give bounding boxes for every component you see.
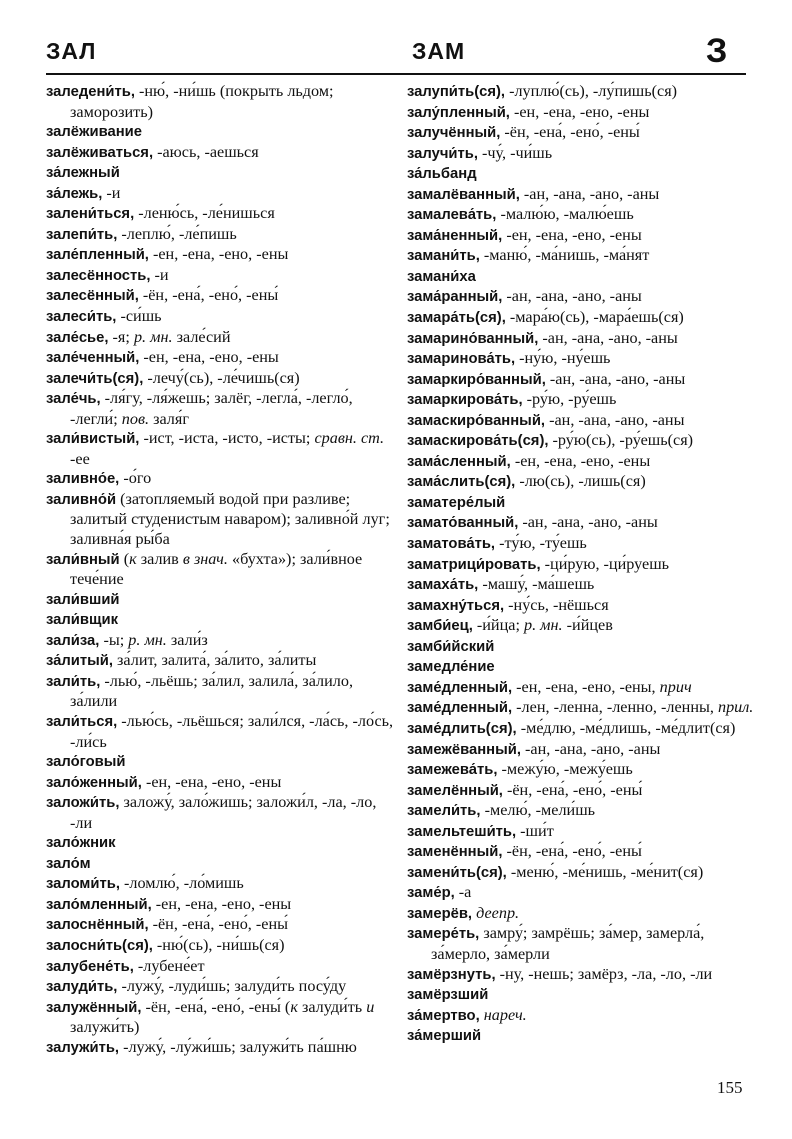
entry-text: -ен, -ена, -ено, -ены	[148, 245, 289, 264]
entry-headword: заменённый,	[407, 844, 503, 861]
entry-text: залужи́ть)	[70, 1018, 140, 1037]
entry-headword: заматрици́ровать,	[407, 556, 541, 573]
entry-text: -ню́(сь), -ни́шь(ся)	[152, 935, 285, 954]
entry-headword: замахну́ться,	[407, 597, 505, 614]
dictionary-entry	[46, 348, 396, 369]
dictionary-entry	[407, 185, 757, 206]
left-column	[46, 82, 396, 1058]
entry-text: -ён, -ена́, -ено́, -ены́	[148, 915, 288, 934]
entry-text: -ту́ю, -ту́ешь	[495, 534, 587, 553]
entry-headword: замани́ха	[407, 268, 476, 285]
entry-label: к	[290, 997, 298, 1016]
entry-headword: залёживаться,	[46, 144, 154, 161]
entry-headword: зама́ненный,	[407, 227, 503, 244]
entry-label: прич	[659, 677, 692, 696]
entry-headword: заме́дленный,	[407, 700, 513, 717]
entry-text: -ну, -нешь; замёрз, -ла, -ло, -ли	[495, 964, 713, 983]
entry-headword: заложи́ть,	[46, 795, 120, 812]
entry-text: -леплю́, -ле́пишь	[117, 224, 237, 243]
dictionary-entry	[46, 163, 396, 184]
entry-text: -аюсь, -аешься	[153, 142, 259, 161]
dictionary-entry	[46, 328, 396, 349]
entry-headword: залубене́ть,	[46, 958, 134, 975]
entry-headword: замежева́ть,	[407, 762, 498, 779]
entry-text: -меню́, -ме́нишь, -ме́нит(ся)	[506, 862, 704, 881]
entry-text: -ен, -ена, -ено, -ены	[502, 225, 642, 244]
dictionary-entry	[407, 985, 757, 1006]
dictionary-entry	[407, 575, 757, 596]
entry-headword: залужённый,	[46, 999, 142, 1016]
dictionary-entry	[46, 307, 396, 328]
entry-headword: замара́ть(ся),	[407, 310, 506, 327]
dictionary-entry	[46, 712, 396, 752]
dictionary-entry	[407, 329, 757, 350]
entry-text: -и́йцев	[562, 616, 613, 635]
entry-text: зале́сий	[172, 327, 231, 346]
dictionary-entry	[46, 429, 396, 469]
dictionary-entry	[407, 616, 757, 637]
dictionary-entry	[407, 637, 757, 658]
dictionary-entry	[46, 82, 396, 122]
entry-text: -ее	[70, 449, 90, 468]
entry-headword: замби́йский	[407, 638, 495, 655]
entry-text: -мелю́, -мели́шь	[480, 801, 596, 820]
dictionary-entry	[407, 555, 757, 576]
entry-label: к	[129, 549, 137, 568]
entry-headword: замере́ть,	[407, 926, 480, 943]
entry-text: -я;	[108, 327, 134, 346]
entry-text: -ру́ю, -ру́ешь	[522, 390, 617, 409]
entry-headword: зали́вистый,	[46, 431, 140, 448]
entry-headword: залеси́ть,	[46, 309, 117, 326]
entry-text: -ен, -ена, -ено, -ены	[509, 102, 650, 121]
entry-headword: за́льбанд	[407, 166, 477, 183]
entry-headword: за́мертво,	[407, 1007, 480, 1024]
entry-text: -ан, -ана, -ано, -аны	[519, 184, 660, 203]
dictionary-entry	[46, 773, 396, 794]
entry-headword: залепи́ть,	[46, 226, 118, 243]
entry-text: -ан, -ана, -ано, -аны	[538, 328, 678, 347]
dictionary-entry	[407, 883, 757, 904]
entry-text: -лю(сь), -лишь(ся)	[515, 472, 646, 491]
entry-headword: залесённый,	[46, 288, 139, 305]
entry-text: -ши́т	[516, 821, 554, 840]
entry-text: замру́; замрёшь; за́мер, замерла́, за́мерло, за́мерли	[431, 924, 705, 963]
entry-headword: замени́ть(ся),	[407, 864, 507, 881]
dictionary-entry	[407, 226, 757, 247]
entry-text: за́лит, залита́, за́лито, за́литы	[112, 651, 317, 670]
section-letter: З	[706, 32, 728, 70]
entry-text: -лью́, -льёшь; за́лил, залила́, за́лило, за́лили	[70, 671, 353, 711]
dictionary-entry	[407, 205, 757, 226]
dictionary-entry	[46, 490, 396, 550]
dictionary-entry	[407, 103, 757, 124]
dictionary-entry	[46, 631, 396, 652]
entry-headword: замаскирова́ть(ся),	[407, 433, 549, 450]
entry-text: -и	[102, 183, 121, 202]
entry-label: в знач.	[182, 549, 228, 568]
entry-label: пов.	[121, 409, 150, 428]
entry-label: р. мн.	[133, 327, 173, 346]
entry-headword: зало́женный,	[46, 774, 142, 791]
dictionary-entry	[46, 793, 396, 833]
entry-label: нареч.	[483, 1005, 527, 1024]
dictionary-entry	[407, 246, 757, 267]
entry-text: залуди́ть	[297, 997, 367, 1016]
header-rule	[46, 73, 746, 75]
dictionary-entry	[407, 719, 757, 740]
dictionary-entry	[46, 998, 396, 1038]
entry-headword: заматова́ть,	[407, 536, 496, 553]
dictionary-entry	[407, 534, 757, 555]
dictionary-entry	[46, 245, 396, 266]
entry-text: -лужу́, -луди́шь; залуди́ть посу́ду	[117, 977, 347, 996]
entry-headword: замели́ть,	[407, 803, 481, 820]
entry-headword: заливно́й	[46, 491, 117, 508]
entry-headword: за́литый,	[46, 653, 113, 670]
dictionary-entry	[46, 184, 396, 205]
dictionary-entry	[407, 493, 757, 514]
entry-headword: заломи́ть,	[46, 876, 120, 893]
dictionary-entry	[46, 833, 396, 854]
entry-text: -лужу́, -лу́жи́шь; залужи́ть па́шню	[119, 1037, 357, 1056]
dictionary-entry	[46, 915, 396, 936]
dictionary-entry	[46, 752, 396, 773]
entry-headword: залёживание	[46, 124, 142, 141]
dictionary-entry	[407, 863, 757, 884]
entry-headword: залосни́ть(ся),	[46, 937, 153, 954]
dictionary-entry	[407, 924, 757, 964]
entry-text: -ист, -иста, -исто, -исты;	[139, 429, 315, 448]
entry-text: -ля́гу, -ля́жешь; залёг, -легла́, -легло́, -легли́;	[70, 389, 353, 428]
dictionary-entry	[46, 977, 396, 998]
dictionary-entry	[46, 204, 396, 225]
entry-headword: заледени́ть,	[46, 84, 135, 100]
dictionary-entry	[407, 144, 757, 165]
entry-headword: замарино́ванный,	[407, 330, 539, 347]
entry-text: -межу́ю, -межу́ешь	[497, 760, 633, 779]
entry-headword: замелённый,	[407, 782, 503, 799]
entry-headword: зале́ченный,	[46, 350, 140, 367]
entry-headword: замалева́ть,	[407, 207, 497, 224]
entry-text: -машу́, -ма́шешь	[478, 575, 595, 594]
dictionary-entry	[407, 411, 757, 432]
right-column	[407, 82, 757, 1047]
dictionary-entry	[407, 267, 757, 288]
entry-text: -ы;	[99, 630, 129, 649]
dictionary-entry	[407, 657, 757, 678]
dictionary-entry	[46, 389, 396, 429]
entry-text: (затопляемый водой при разливе; залитый студенистым наваром); заливно́й луг; заливна́я ры́ба	[70, 489, 390, 549]
dictionary-entry	[46, 854, 396, 875]
entry-headword: замаринова́ть,	[407, 351, 516, 368]
entry-headword: зали́вный	[46, 551, 120, 568]
dictionary-entry	[407, 801, 757, 822]
entry-text: -и	[150, 265, 169, 284]
dictionary-entry	[407, 472, 757, 493]
dictionary-entry	[46, 936, 396, 957]
entry-text: -луплю́(сь), -лу́пишь(ся)	[505, 82, 678, 100]
entry-text: -си́шь	[116, 307, 162, 326]
dictionary-entry	[46, 651, 396, 672]
entry-text: -лубене́ет	[133, 956, 205, 975]
dictionary-entry	[46, 895, 396, 916]
entry-headword: зали́вщик	[46, 612, 118, 629]
entry-headword: заматере́лый	[407, 494, 506, 511]
dictionary-entry	[407, 822, 757, 843]
entry-text: -леню́сь, -ле́нишься	[134, 204, 275, 223]
dictionary-entry	[407, 1026, 757, 1047]
dictionary-entry	[407, 390, 757, 411]
dictionary-entry	[407, 842, 757, 863]
entry-headword: зале́чь,	[46, 391, 101, 408]
dictionary-entry	[46, 266, 396, 287]
entry-text: -ён, -ена́, -ено́, -ены́ (	[141, 997, 291, 1016]
entry-headword: залени́ться,	[46, 206, 135, 223]
dictionary-entry	[46, 590, 396, 611]
entry-headword: замаркиро́ванный,	[407, 371, 546, 388]
running-head-left: ЗАЛ	[46, 38, 97, 64]
entry-text: -ме́длю, -ме́длишь, -ме́длит(ся)	[516, 718, 736, 737]
dictionary-entry	[46, 610, 396, 631]
entry-headword: зама́сленный,	[407, 453, 511, 470]
dictionary-entry	[46, 122, 396, 143]
entry-text: -ен, -ена, -ено, -ены	[151, 894, 292, 913]
dictionary-entry	[407, 349, 757, 370]
entry-headword: замерёв,	[407, 905, 473, 922]
entry-headword: залужи́ть,	[46, 1039, 120, 1056]
entry-label: р. мн.	[523, 616, 563, 635]
entry-headword: замаркирова́ть,	[407, 392, 523, 409]
entry-headword: зали́вший	[46, 591, 120, 608]
entry-text: заля́г	[149, 409, 189, 428]
dictionary-entry	[407, 123, 757, 144]
entry-text: «бухта»); зали́вное тече́ние	[70, 549, 363, 589]
entry-text: -ци́рую, -ци́руешь	[540, 554, 670, 573]
entry-headword: залу́пленный,	[407, 104, 510, 121]
entry-headword: замаскиро́ванный,	[407, 412, 546, 429]
entry-text: -ен, -ена, -ено, -ены,	[512, 677, 660, 696]
dictionary-entry	[407, 781, 757, 802]
entry-text: -ню́, -ни́шь (покрыть льдом; заморозить)	[70, 82, 334, 121]
entry-headword: зали́ть,	[46, 673, 101, 690]
entry-label: сравн. ст.	[314, 429, 385, 448]
entry-headword: зали́ться,	[46, 713, 118, 730]
entry-headword: зама́ранный,	[407, 289, 503, 306]
entry-headword: зама́слить(ся),	[407, 474, 516, 491]
entry-headword: заме́р,	[407, 885, 455, 902]
entry-headword: залоснённый,	[46, 917, 149, 934]
entry-headword: залуди́ть,	[46, 979, 118, 996]
entry-headword: зало́мленный,	[46, 896, 152, 913]
entry-headword: залечи́ть(ся),	[46, 370, 144, 387]
entry-headword: залупи́ть(ся),	[407, 84, 506, 100]
entry-text: -ён, -ена́, -ено́, -ены́	[502, 780, 643, 799]
entry-headword: замани́ть,	[407, 248, 480, 265]
entry-headword: зало́м	[46, 855, 91, 872]
entry-text: -лечу́(сь), -ле́чишь(ся)	[143, 368, 300, 387]
entry-headword: замежёванный,	[407, 741, 521, 758]
entry-label: р. мн.	[128, 630, 167, 649]
entry-headword: заме́дленный,	[407, 679, 513, 696]
entry-headword: замельтеши́ть,	[407, 823, 517, 840]
entry-text: -ан, -ана, -ано, -аны	[545, 369, 686, 388]
dictionary-entry	[407, 452, 757, 473]
dictionary-entry	[407, 678, 757, 699]
dictionary-entry	[46, 286, 396, 307]
entry-text: заложу́, зало́жишь; заложи́л, -ла, -ло, -ли	[70, 793, 377, 832]
dictionary-entry	[407, 965, 757, 986]
entry-headword: зале́пленный,	[46, 247, 149, 264]
entry-headword: за́мерший	[407, 1028, 482, 1045]
dictionary-entry	[407, 596, 757, 617]
dictionary-entry	[407, 760, 757, 781]
running-head-right: ЗАМ	[412, 38, 466, 64]
entry-headword: залучи́ть,	[407, 145, 478, 162]
dictionary-entry	[46, 1038, 396, 1059]
entry-text: -малю́ю, -малю́ешь	[496, 205, 634, 224]
entry-text: -ён, -ена́, -ено́, -ены́	[502, 842, 642, 861]
dictionary-entry	[407, 904, 757, 925]
dictionary-entry	[46, 957, 396, 978]
entry-text: -ан, -ана, -ано, -аны	[520, 739, 661, 758]
dictionary-entry	[407, 370, 757, 391]
entry-headword: замёрзший	[407, 987, 489, 1004]
entry-text: -ломлю́, -ло́мишь	[119, 874, 244, 893]
entry-headword: заме́длить(ся),	[407, 720, 517, 737]
entry-text: -лью́сь, -льёшься; зали́лся, -ла́сь, -ло́сь, -ли́сь	[70, 711, 394, 751]
dictionary-entry	[407, 308, 757, 329]
entry-text: -мара́ю(сь), -мара́ешь(ся)	[505, 308, 684, 327]
entry-headword: зало́говый	[46, 754, 126, 771]
entry-text: -и́йца;	[472, 616, 524, 635]
entry-text: -о́го	[119, 469, 152, 488]
dictionary-entry	[407, 431, 757, 452]
dictionary-entry	[46, 550, 396, 590]
entry-text: -ру́ю(сь), -ру́ешь(ся)	[548, 431, 694, 450]
entry-label: прил.	[717, 698, 754, 717]
entry-headword: зало́жник	[46, 835, 116, 852]
dictionary-entry	[46, 225, 396, 246]
dictionary-entry	[46, 672, 396, 712]
dictionary-entry	[407, 740, 757, 761]
entry-headword: зали́за,	[46, 632, 100, 649]
entry-headword: замато́ванный,	[407, 515, 519, 532]
entry-text: -чу́, -чи́шь	[477, 143, 553, 162]
dictionary-entry	[407, 82, 757, 103]
dictionary-entry	[407, 698, 757, 719]
entry-headword: залучённый,	[407, 125, 501, 142]
entry-text: зали́з	[166, 630, 208, 649]
entry-headword: залесённость,	[46, 267, 151, 284]
entry-text: -ён, -ена́, -ено́, -ены́	[138, 286, 279, 305]
entry-text: -ну́сь, -нёшься	[504, 595, 609, 614]
dictionary-entry	[407, 1006, 757, 1027]
entry-text: -ан, -ана, -ано, -аны	[502, 287, 642, 306]
dictionary-entry	[407, 513, 757, 534]
dictionary-entry	[46, 469, 396, 490]
entry-headword: замёрзнуть,	[407, 966, 496, 983]
entry-text: -ен, -ена, -ено, -ены	[141, 772, 282, 791]
entry-headword: заливно́е,	[46, 471, 120, 488]
dictionary-entry	[46, 874, 396, 895]
entry-text: (	[119, 549, 130, 568]
dictionary-entry	[46, 369, 396, 390]
entry-text: -лен, -ленна, -ленно, -ленны,	[512, 698, 718, 717]
entry-headword: зале́сье,	[46, 329, 109, 346]
dictionary-entry	[407, 164, 757, 185]
entry-headword: за́лежный	[46, 165, 120, 182]
page-number: 155	[717, 1078, 743, 1097]
entry-text: -ен, -ена, -ено, -ены	[139, 348, 279, 367]
entry-headword: замедле́ние	[407, 659, 495, 676]
entry-text: -маню́, -ма́нишь, -ма́нят	[479, 246, 650, 265]
entry-headword: замаха́ть,	[407, 577, 479, 594]
entry-headword: за́лежь,	[46, 185, 103, 202]
entry-label: деепр.	[476, 903, 520, 922]
entry-text: -ну́ю, -ну́ешь	[515, 349, 611, 368]
dictionary-entry	[407, 287, 757, 308]
dictionary-entry	[46, 143, 396, 164]
entry-text: -ен, -ена, -ено, -ены	[510, 451, 651, 470]
entry-text: -ан, -ана, -ано, -аны	[545, 410, 685, 429]
entry-label: и	[366, 997, 375, 1016]
entry-text: -а	[454, 883, 472, 902]
entry-text: -ан, -ана, -ано, -аны	[518, 513, 658, 532]
entry-headword: замби́ец,	[407, 618, 473, 635]
entry-headword: замалёванный,	[407, 186, 520, 203]
entry-text: -ён, -ена́, -ено́, -ены́	[500, 123, 640, 142]
entry-text: залив	[136, 549, 183, 568]
